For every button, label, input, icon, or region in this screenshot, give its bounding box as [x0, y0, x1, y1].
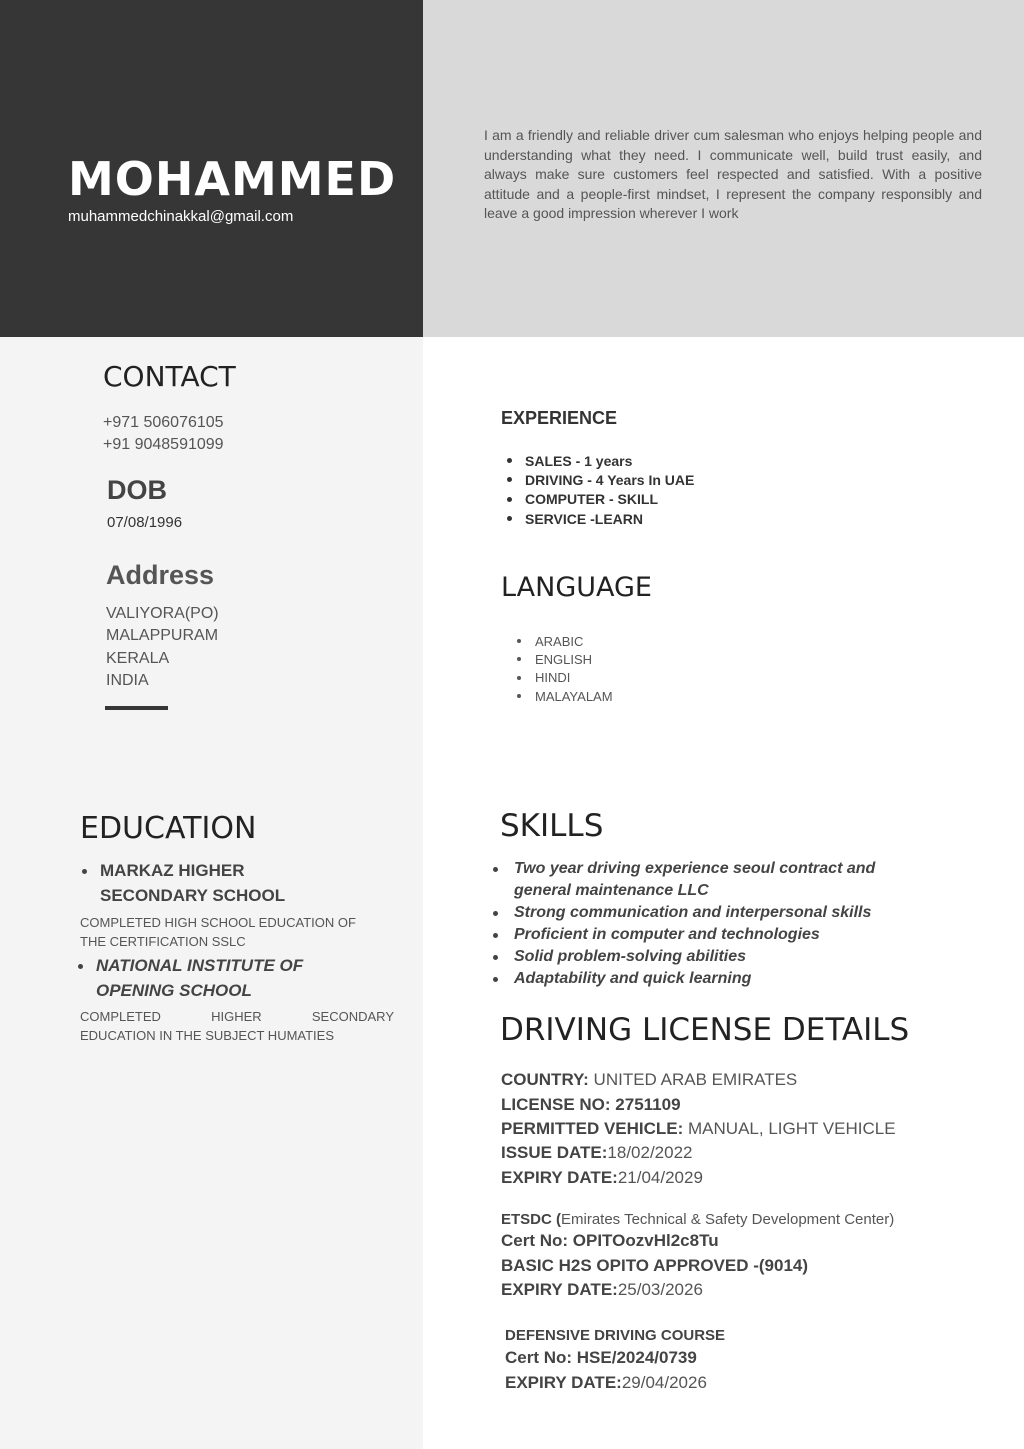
- address-line: KERALA: [106, 650, 170, 667]
- license-issue-date: ISSUE DATE:18/02/2022: [501, 1143, 693, 1162]
- list-item: COMPUTER - SKILL: [507, 490, 694, 509]
- etsdc-cert-number: Cert No: OPITOozvHl2c8Tu: [501, 1231, 719, 1250]
- language-list: [517, 632, 613, 705]
- bullet-icon: [493, 933, 498, 938]
- bullet-icon: [493, 977, 498, 982]
- candidate-name: MOHAMMED: [68, 152, 397, 206]
- bullet-icon: [517, 694, 521, 698]
- skills-list: [493, 858, 953, 990]
- defensive-cert-number: Cert No: HSE/2024/0739: [505, 1348, 697, 1367]
- candidate-email: muhammedchinakkal@gmail.com: [68, 208, 294, 225]
- bullet-icon: [507, 497, 512, 502]
- bullet-icon: [493, 911, 498, 916]
- dob-value: 07/08/1996: [107, 514, 183, 531]
- license-expiry-date: EXPIRY DATE:21/04/2029: [501, 1168, 703, 1187]
- list-item: ARABIC: [517, 632, 613, 650]
- education-description: COMPLETED HIGHER SECONDARY EDUCATION IN THE SUBJECT HUMATIES: [80, 1009, 394, 1043]
- etsdc-expiry-date: EXPIRY DATE:25/03/2026: [501, 1280, 703, 1299]
- dob-heading: DOB: [107, 475, 167, 505]
- list-item: SERVICE -LEARN: [507, 509, 694, 528]
- bullet-icon: [78, 964, 83, 969]
- list-item: ENGLISH: [517, 650, 613, 668]
- phone-uae: +971 506076105: [103, 414, 224, 431]
- language-heading: LANGUAGE: [501, 572, 652, 603]
- address-line: MALAPPURAM: [106, 627, 219, 644]
- bullet-icon: [517, 657, 521, 661]
- experience-heading: EXPERIENCE: [501, 408, 618, 428]
- profile-summary: I am a friendly and reliable driver cum salesman who enjoys helping people and understanding what they need. I communicate well, build trust easily, and always make sure customers feel respected and satisfied. With a positive attitude and a people-first mindset, I represent the company responsibly and leave a good impression wherever I work: [484, 127, 982, 221]
- bullet-icon: [517, 676, 521, 680]
- contact-heading: CONTACT: [103, 360, 236, 393]
- bullet-icon: [82, 869, 87, 874]
- school-name: MARKAZ HIGHER SECONDARY SCHOOL: [100, 861, 286, 905]
- education-description: COMPLETED HIGH SCHOOL EDUCATION OF THE CERTIFICATION SSLC: [80, 915, 356, 949]
- list-item: HINDI: [517, 669, 613, 687]
- list-item: Two year driving experience seoul contract and general maintenance LLC: [493, 858, 953, 902]
- education-heading: EDUCATION: [80, 811, 257, 846]
- bullet-icon: [493, 955, 498, 960]
- list-item: MALAYALAM: [517, 687, 613, 705]
- school-name: NATIONAL INSTITUTE OF OPENING SCHOOL: [96, 956, 304, 1000]
- bullet-icon: [493, 867, 498, 872]
- defensive-course-heading: DEFENSIVE DRIVING COURSE: [505, 1327, 726, 1344]
- address-heading: Address: [106, 560, 215, 590]
- etsdc-heading: ETSDC (Emirates Technical & Safety Development Center): [501, 1211, 895, 1228]
- license-number: LICENSE NO: 2751109: [501, 1095, 681, 1114]
- list-item: Solid problem-solving abilities: [493, 946, 953, 968]
- address-line: VALIYORA(PO): [106, 605, 219, 622]
- bullet-icon: [507, 458, 512, 463]
- skills-heading: SKILLS: [500, 808, 604, 844]
- section-divider: [105, 706, 168, 710]
- list-item: Adaptability and quick learning: [493, 968, 953, 990]
- phone-india: +91 9048591099: [103, 436, 224, 453]
- etsdc-course: BASIC H2S OPITO APPROVED -(9014): [501, 1256, 809, 1275]
- list-item: SALES - 1 years: [507, 451, 694, 470]
- list-item: Strong communication and interpersonal skills: [493, 902, 953, 924]
- experience-list: [507, 451, 694, 528]
- list-item: Proficient in computer and technologies: [493, 924, 953, 946]
- bullet-icon: [507, 516, 512, 521]
- defensive-expiry-date: EXPIRY DATE:29/04/2026: [505, 1373, 707, 1392]
- license-vehicle: PERMITTED VEHICLE: MANUAL, LIGHT VEHICLE: [501, 1119, 896, 1138]
- driving-license-heading: DRIVING LICENSE DETAILS: [500, 1012, 910, 1048]
- bullet-icon: [507, 477, 512, 482]
- list-item: DRIVING - 4 Years In UAE: [507, 470, 694, 489]
- bullet-icon: [517, 639, 521, 643]
- license-country: COUNTRY: UNITED ARAB EMIRATES: [501, 1070, 798, 1089]
- address-line: INDIA: [106, 672, 149, 689]
